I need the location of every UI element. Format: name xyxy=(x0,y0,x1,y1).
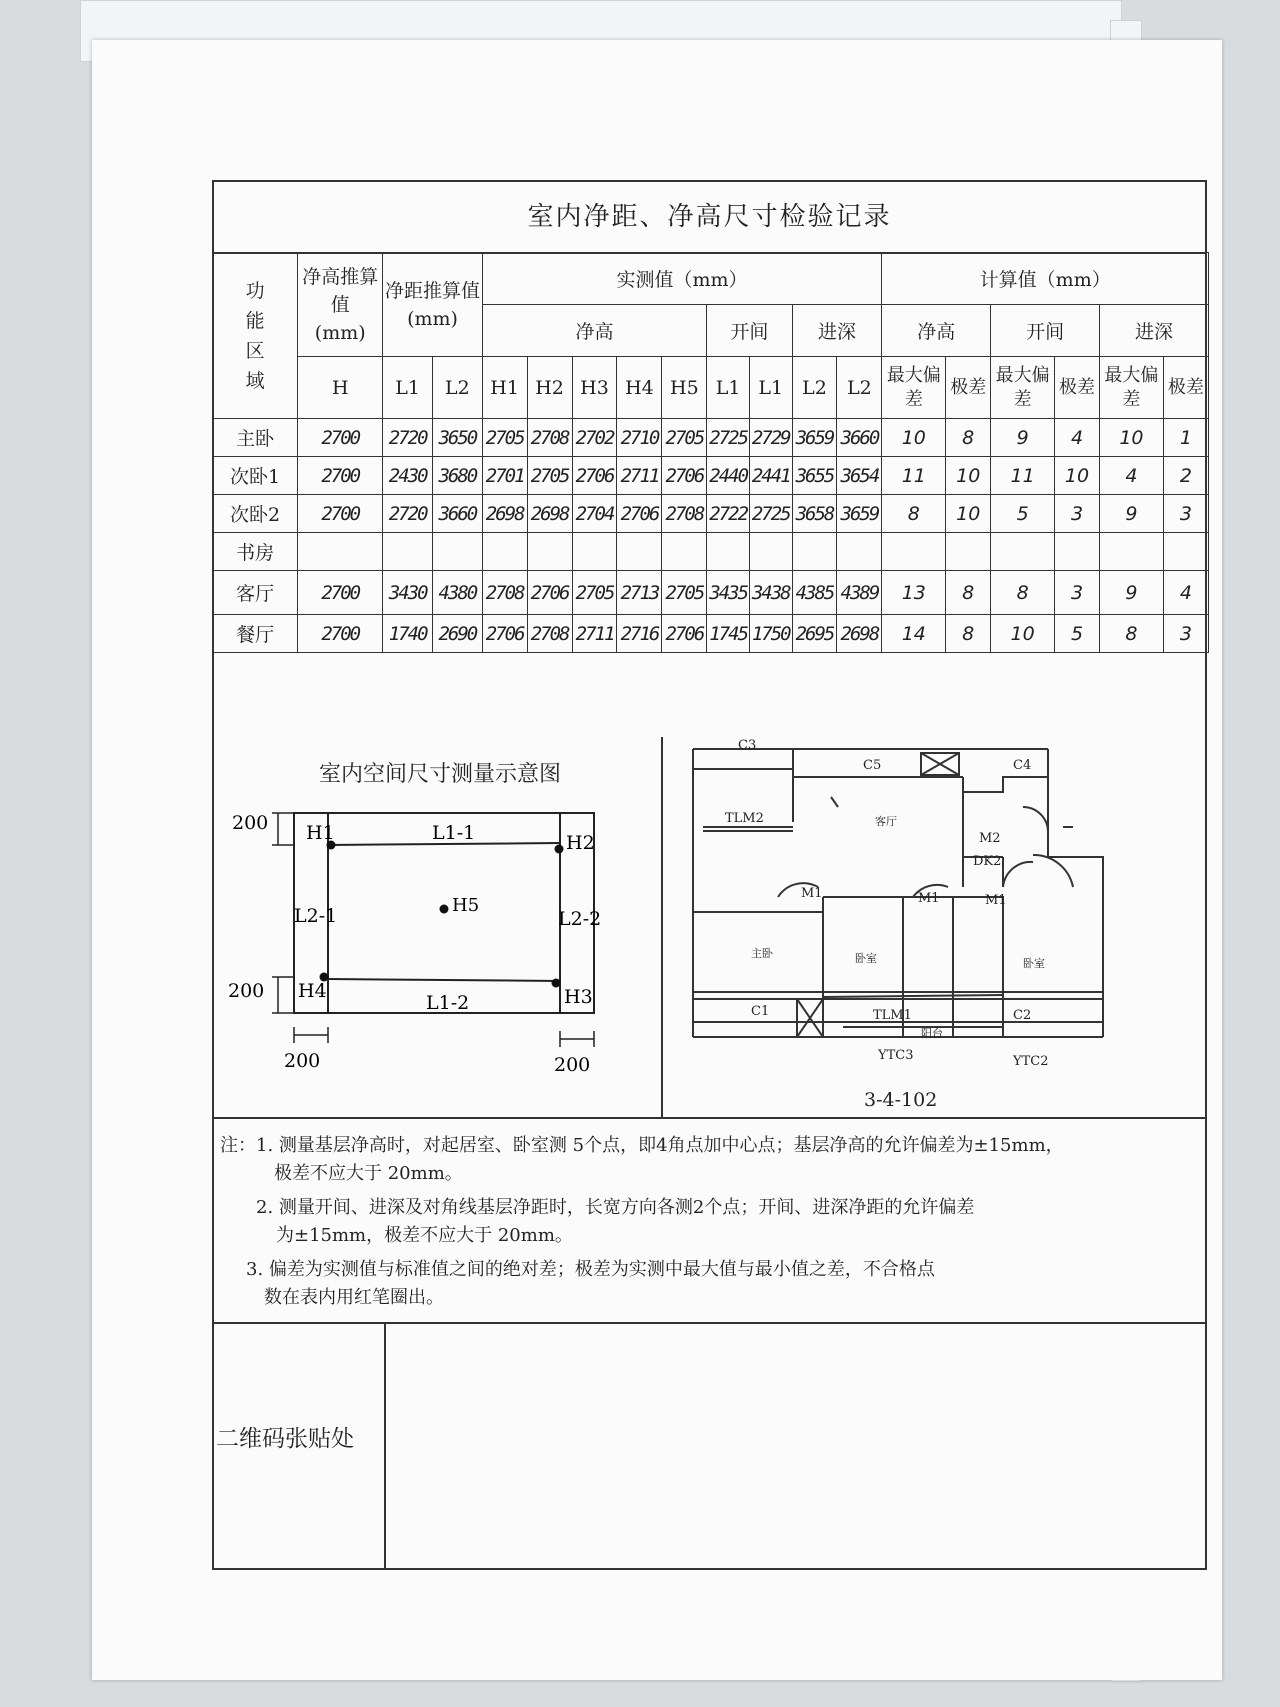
qr-label: 二维码张贴处 xyxy=(216,1426,354,1452)
cell-h1: 2705 xyxy=(482,419,527,457)
col-depth-max-dev: 最大偏差 xyxy=(1099,357,1163,419)
label-L1-2: L1-2 xyxy=(426,992,470,1014)
cell-h5: 2705 xyxy=(662,419,707,457)
document-sheet xyxy=(92,40,1222,1680)
col-L1: L1 xyxy=(383,357,433,419)
cell-h: 2700 xyxy=(298,495,383,533)
cell-l2: 2690 xyxy=(432,615,482,653)
col-L2: L2 xyxy=(432,357,482,419)
cell-l2: 4380 xyxy=(432,571,482,615)
qr-label-cell xyxy=(214,1322,386,1570)
plan-label-c3: C3 xyxy=(738,738,757,753)
plan-label-m1-c: M1 xyxy=(985,893,1007,908)
cell-h3 xyxy=(572,533,617,571)
col-bay-L1b: L1 xyxy=(749,357,792,419)
cell-h3: 2705 xyxy=(572,571,617,615)
label-H4: H4 xyxy=(298,980,327,1002)
document-title: 室内净距、净高尺寸检验记录 xyxy=(214,182,1205,254)
plan-label-master: 主卧 xyxy=(751,947,773,960)
header-measured-bay: 开间 xyxy=(707,305,792,357)
col-height-range: 极差 xyxy=(946,357,991,419)
cell-h4: 2706 xyxy=(617,495,662,533)
cell-l1: 2430 xyxy=(383,457,433,495)
header-measured-depth: 进深 xyxy=(792,305,882,357)
cell-d-max xyxy=(1099,533,1163,571)
cell-h1: 2701 xyxy=(482,457,527,495)
plan-label-ytc3: YTC3 xyxy=(878,1048,914,1063)
table-row xyxy=(213,495,1209,533)
header-calc-bay: 开间 xyxy=(991,305,1100,357)
plan-label-bedroom-a: 卧室 xyxy=(855,952,877,965)
cell-m2b: 3659 xyxy=(837,495,882,533)
dim-200-top: 200 xyxy=(232,812,269,834)
plan-label-bedroom-b: 卧室 xyxy=(1023,957,1045,970)
cell-h5: 2705 xyxy=(662,571,707,615)
cell-h-max xyxy=(882,533,946,571)
cell-b-range: 3 xyxy=(1055,495,1100,533)
header-calc-depth: 进深 xyxy=(1099,305,1208,357)
table-body xyxy=(213,419,1209,653)
col-depth-range: 极差 xyxy=(1163,357,1208,419)
cell-b-max: 5 xyxy=(991,495,1055,533)
cell-l1: 2720 xyxy=(383,495,433,533)
cell-m1b: 3438 xyxy=(749,571,792,615)
cell-m2b xyxy=(837,533,882,571)
cell-h-range: 10 xyxy=(946,495,991,533)
cell-m2b: 2698 xyxy=(837,615,882,653)
row-area-label: 书房 xyxy=(213,533,298,571)
row-area-label: 客厅 xyxy=(213,571,298,615)
cell-m1a: 2722 xyxy=(707,495,750,533)
cell-m1a: 1745 xyxy=(707,615,750,653)
cell-h4: 2711 xyxy=(617,457,662,495)
cell-l1: 2720 xyxy=(383,419,433,457)
cell-h2: 2698 xyxy=(527,495,572,533)
cell-h4: 2710 xyxy=(617,419,662,457)
header-function-area: 功能区域 xyxy=(213,253,298,419)
cell-d-max: 10 xyxy=(1099,419,1163,457)
cell-m2a: 3659 xyxy=(792,419,837,457)
cell-h-max: 8 xyxy=(882,495,946,533)
cell-h1 xyxy=(482,533,527,571)
cell-h3: 2711 xyxy=(572,615,617,653)
cell-m1b xyxy=(749,533,792,571)
cell-d-range xyxy=(1163,533,1208,571)
plan-label-c4: C4 xyxy=(1013,758,1032,773)
table-row xyxy=(213,419,1209,457)
cell-h-max: 11 xyxy=(882,457,946,495)
header-height-estimate: 净高推算值 (mm) xyxy=(298,253,383,357)
col-bay-max-dev: 最大偏差 xyxy=(991,357,1055,419)
cell-h xyxy=(298,533,383,571)
label-L2-2: L2-2 xyxy=(558,908,602,930)
cell-b-max: 8 xyxy=(991,571,1055,615)
cell-l2: 3650 xyxy=(432,419,482,457)
header-span-estimate: 净距推算值 (mm) xyxy=(383,253,482,357)
dim-200-bottom-left: 200 xyxy=(284,1050,321,1072)
cell-b-range: 4 xyxy=(1055,419,1100,457)
point-H2 xyxy=(555,845,564,854)
cell-d-max: 8 xyxy=(1099,615,1163,653)
cell-m1a: 2725 xyxy=(707,419,750,457)
cell-d-max: 4 xyxy=(1099,457,1163,495)
row-area-label: 次卧2 xyxy=(213,495,298,533)
col-H: H xyxy=(298,357,383,419)
cell-d-max: 9 xyxy=(1099,571,1163,615)
cell-m1a: 2440 xyxy=(707,457,750,495)
cell-b-max xyxy=(991,533,1055,571)
plan-label-m1-b: M1 xyxy=(918,891,940,906)
col-bay-range: 极差 xyxy=(1055,357,1100,419)
plan-label-ytc2: YTC2 xyxy=(1013,1054,1049,1069)
cell-h5: 2706 xyxy=(662,615,707,653)
label-H2: H2 xyxy=(566,832,595,854)
cell-h2: 2705 xyxy=(527,457,572,495)
label-H3: H3 xyxy=(564,986,593,1008)
cell-h: 2700 xyxy=(298,615,383,653)
col-bay-L1a: L1 xyxy=(707,357,750,419)
col-depth-L2b: L2 xyxy=(837,357,882,419)
cell-h1: 2708 xyxy=(482,571,527,615)
plan-label-dk2: DK2 xyxy=(973,854,1002,869)
cell-m1b: 1750 xyxy=(749,615,792,653)
plan-label-c1: C1 xyxy=(751,1004,770,1019)
col-H5: H5 xyxy=(662,357,707,419)
plan-label-balcony: 阳台 xyxy=(921,1027,943,1040)
cell-h-range: 8 xyxy=(946,571,991,615)
cell-m1a xyxy=(707,533,750,571)
row-area-label: 次卧1 xyxy=(213,457,298,495)
cell-h-range: 8 xyxy=(946,419,991,457)
cell-h3: 2706 xyxy=(572,457,617,495)
cell-h-range xyxy=(946,533,991,571)
row-area-label: 餐厅 xyxy=(213,615,298,653)
cell-m2b: 3654 xyxy=(837,457,882,495)
floor-plan xyxy=(663,737,1207,1087)
cell-h4 xyxy=(617,533,662,571)
header-measured: 实测值（mm） xyxy=(482,253,882,305)
cell-h-range: 10 xyxy=(946,457,991,495)
note-1-line-1: 注：1. 测量基层净高时，对起居室、卧室测 5个点，即4角点加中心点；基层净高的允许偏差为±15mm， xyxy=(220,1135,1064,1156)
label-L1-1: L1-1 xyxy=(432,822,476,844)
cell-m2a: 3658 xyxy=(792,495,837,533)
dim-200-bottom-right: 200 xyxy=(554,1054,591,1076)
header-calc-height: 净高 xyxy=(882,305,991,357)
cell-d-range: 3 xyxy=(1163,615,1208,653)
cell-m1b: 2441 xyxy=(749,457,792,495)
cell-m2a: 4385 xyxy=(792,571,837,615)
note-2-line-1: 2. 测量开间、进深及对角线基层净距时，长宽方向各测2个点；开间、进深净距的允许偏差 xyxy=(256,1197,975,1218)
notes-section xyxy=(214,1117,1205,1324)
cell-m2b: 4389 xyxy=(837,571,882,615)
plan-label-m2: M2 xyxy=(979,831,1001,846)
cell-b-max: 10 xyxy=(991,615,1055,653)
cell-l1 xyxy=(383,533,433,571)
cell-h-max: 13 xyxy=(882,571,946,615)
table-row xyxy=(213,533,1209,571)
plan-label-tlm1: TLM1 xyxy=(873,1008,912,1023)
cell-m1b: 2729 xyxy=(749,419,792,457)
plan-label-c5: C5 xyxy=(863,758,882,773)
col-H4: H4 xyxy=(617,357,662,419)
label-H5: H5 xyxy=(452,895,480,916)
cell-h2: 2706 xyxy=(527,571,572,615)
cell-l1: 1740 xyxy=(383,615,433,653)
cell-h4: 2713 xyxy=(617,571,662,615)
cell-h: 2700 xyxy=(298,457,383,495)
cell-h2: 2708 xyxy=(527,615,572,653)
cell-h1: 2698 xyxy=(482,495,527,533)
col-H2: H2 xyxy=(527,357,572,419)
diagram-title: 室内空间尺寸测量示意图 xyxy=(319,762,562,787)
label-H1: H1 xyxy=(306,822,335,844)
cell-d-range: 3 xyxy=(1163,495,1208,533)
cell-d-range: 2 xyxy=(1163,457,1208,495)
plan-label-tlm2: TLM2 xyxy=(725,811,764,826)
measurement-table xyxy=(212,252,1209,653)
plan-label-living: 客厅 xyxy=(875,815,897,828)
note-3-line-2: 数在表内用红笔圈出。 xyxy=(264,1287,444,1308)
note-1-line-2: 极差不应大于 20mm。 xyxy=(274,1163,463,1184)
record-form xyxy=(212,180,1207,1570)
cell-h5: 2708 xyxy=(662,495,707,533)
row-area-label: 主卧 xyxy=(213,419,298,457)
cell-h1: 2706 xyxy=(482,615,527,653)
header-measured-height: 净高 xyxy=(482,305,707,357)
point-H3 xyxy=(552,979,561,988)
col-depth-L2a: L2 xyxy=(792,357,837,419)
cell-h-max: 14 xyxy=(882,615,946,653)
cell-h4: 2716 xyxy=(617,615,662,653)
plan-label-c2: C2 xyxy=(1013,1008,1032,1023)
cell-m2a xyxy=(792,533,837,571)
note-2-line-2: 为±15mm，极差不应大于 20mm。 xyxy=(276,1225,573,1246)
cell-l2: 3660 xyxy=(432,495,482,533)
cell-d-range: 1 xyxy=(1163,419,1208,457)
cell-m2a: 3655 xyxy=(792,457,837,495)
cell-b-range: 5 xyxy=(1055,615,1100,653)
cell-h3: 2702 xyxy=(572,419,617,457)
measurement-diagram xyxy=(214,787,661,1117)
cell-h5: 2706 xyxy=(662,457,707,495)
cell-h-max: 10 xyxy=(882,419,946,457)
cell-h2: 2708 xyxy=(527,419,572,457)
plan-label-m1-a: M1 xyxy=(801,886,823,901)
cell-d-range: 4 xyxy=(1163,571,1208,615)
cell-h: 2700 xyxy=(298,571,383,615)
table-row xyxy=(213,615,1209,653)
col-H3: H3 xyxy=(572,357,617,419)
floor-plan-code: 3-4-102 xyxy=(864,1089,938,1111)
cell-l1: 3430 xyxy=(383,571,433,615)
note-3-line-1: 3. 偏差为实测值与标准值之间的绝对差；极差为实测中最大值与最小值之差，不合格点 xyxy=(246,1259,935,1280)
cell-l2 xyxy=(432,533,482,571)
cell-h: 2700 xyxy=(298,419,383,457)
diagram-section xyxy=(214,737,1205,1119)
cell-m1a: 3435 xyxy=(707,571,750,615)
cell-h5 xyxy=(662,533,707,571)
cell-m2a: 2695 xyxy=(792,615,837,653)
cell-l2: 3680 xyxy=(432,457,482,495)
cell-d-max: 9 xyxy=(1099,495,1163,533)
cell-b-max: 11 xyxy=(991,457,1055,495)
header-calculated: 计算值（mm） xyxy=(882,253,1209,305)
cell-m2b: 3660 xyxy=(837,419,882,457)
label-L2-1: L2-1 xyxy=(294,905,338,927)
cell-h2 xyxy=(527,533,572,571)
col-H1: H1 xyxy=(482,357,527,419)
dim-200-left: 200 xyxy=(228,980,265,1002)
point-H5 xyxy=(440,905,449,914)
cell-b-max: 9 xyxy=(991,419,1055,457)
table-row xyxy=(213,571,1209,615)
cell-b-range: 3 xyxy=(1055,571,1100,615)
cell-h3: 2704 xyxy=(572,495,617,533)
col-height-max-dev: 最大偏差 xyxy=(882,357,946,419)
cell-h-range: 8 xyxy=(946,615,991,653)
cell-m1b: 2725 xyxy=(749,495,792,533)
cell-b-range: 10 xyxy=(1055,457,1100,495)
cell-b-range xyxy=(1055,533,1100,571)
table-row xyxy=(213,457,1209,495)
bottom-inner-line xyxy=(328,979,560,981)
